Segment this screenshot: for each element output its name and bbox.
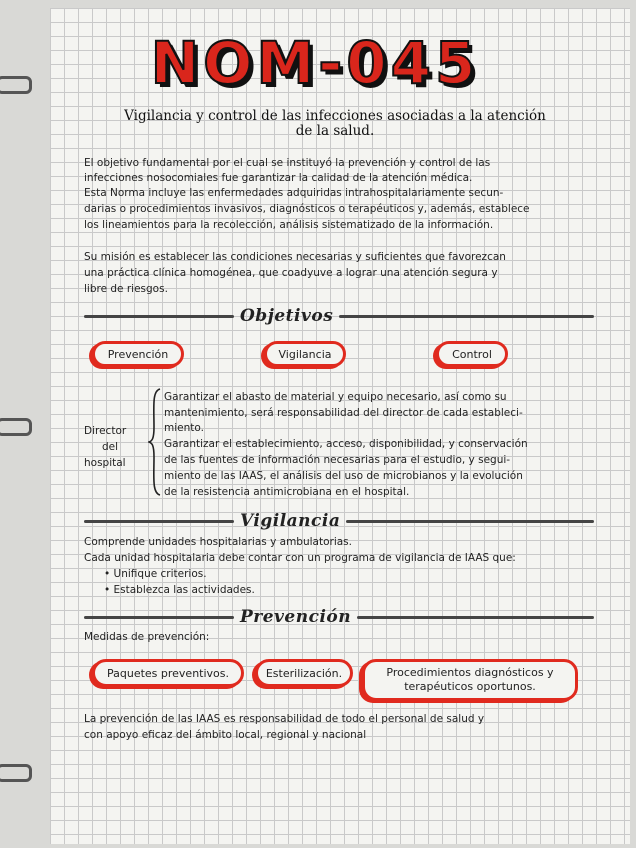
subtitle-line: Vigilancia y control de las infecciones asociadas a la atención (124, 108, 546, 124)
page-title: NOM-045 (150, 29, 480, 97)
binder-ring (0, 76, 32, 94)
binder-ring (0, 764, 32, 782)
objective-line: Garantizar el establecimiento, acceso, disponibilidad, y conservación (164, 438, 528, 450)
director-label: hospital (84, 457, 126, 469)
divider (84, 315, 234, 318)
objective-line: de la resistencia antimicrobiana en el hospital. (164, 486, 410, 498)
subtitle-line: de la salud. (295, 123, 375, 139)
closing-line: La prevención de las IAAS es responsabilidad de todo el personal de salud y (84, 713, 485, 725)
pill-prevencion: Prevención (92, 341, 184, 367)
intro-line: darias o procedimientos invasivos, diagnósticos o terapéuticos y, además, establece (84, 203, 530, 215)
heading-label: Vigilancia (240, 511, 341, 531)
vigilancia-line: Comprende unidades hospitalarias y ambulatorias. (84, 536, 352, 548)
intro-line: El objetivo fundamental por el cual se instituyó la prevención y control de las (84, 157, 491, 169)
divider (357, 616, 594, 619)
pill-control: Control (436, 341, 508, 367)
pill-paquetes: Paquetes preventivos. (92, 659, 244, 687)
pill-vigilancia: Vigilancia (264, 341, 346, 367)
binder-ring (0, 418, 32, 436)
pill-line: Procedimientos diagnósticos y (386, 666, 554, 679)
section-heading-prevencion (84, 607, 594, 627)
divider (84, 616, 234, 619)
intro-line: Esta Norma incluye las enfermedades adquiridas intrahospitalariamente secun- (84, 187, 504, 199)
section-heading-vigilancia (84, 511, 594, 531)
divider (346, 520, 594, 523)
divider (339, 315, 594, 318)
objective-line: miento. (164, 422, 204, 434)
objective-line: mantenimiento, será responsabilidad del director de cada estableci- (164, 407, 523, 419)
objective-line: miento de las IAAS, el análisis del uso de microbianos y la evolución (164, 470, 523, 482)
bullet-text: Unifique criterios. (113, 568, 207, 580)
divider (84, 520, 234, 523)
pill-procedimientos (362, 659, 578, 701)
mission-line: libre de riesgos. (84, 283, 168, 295)
director-label: Director (84, 425, 127, 437)
intro-line: infecciones nosocomiales fue garantizar la calidad de la atención médica. (84, 172, 473, 184)
objective-line: Garantizar el abasto de material y equipo necesario, así como su (164, 391, 507, 403)
heading-label: Prevención (240, 607, 352, 627)
vigilancia-line: Cada unidad hospitalaria debe contar con un programa de vigilancia de IAAS que: (84, 552, 516, 564)
closing-line: con apoyo eficaz del ámbito local, regional y nacional (84, 729, 367, 741)
prevencion-intro: Medidas de prevención: (84, 631, 210, 643)
bullet-text: Establezca las actividades. (113, 584, 255, 596)
bullet-item: • Unifique criterios. (104, 568, 207, 580)
bullet-item: • Establezca las actividades. (104, 584, 255, 596)
mission-line: Su misión es establecer las condiciones necesarias y suficientes que favorezcan (84, 251, 506, 263)
section-heading-objetivos (84, 306, 594, 326)
pill-line: terapéuticos oportunos. (404, 680, 536, 693)
mission-line: una práctica clínica homogénea, que coadyuve a lograr una atención segura y (84, 267, 498, 279)
intro-line: los lineamientos para la recolección, análisis sistematizado de la información. (84, 219, 494, 231)
pill-esterilizacion: Esterilización. (255, 659, 353, 687)
heading-label: Objetivos (240, 306, 334, 326)
curly-brace-icon (148, 387, 162, 497)
objective-line: de las fuentes de información necesarias para el estudio, y segui- (164, 454, 511, 466)
director-label: del (102, 441, 119, 453)
